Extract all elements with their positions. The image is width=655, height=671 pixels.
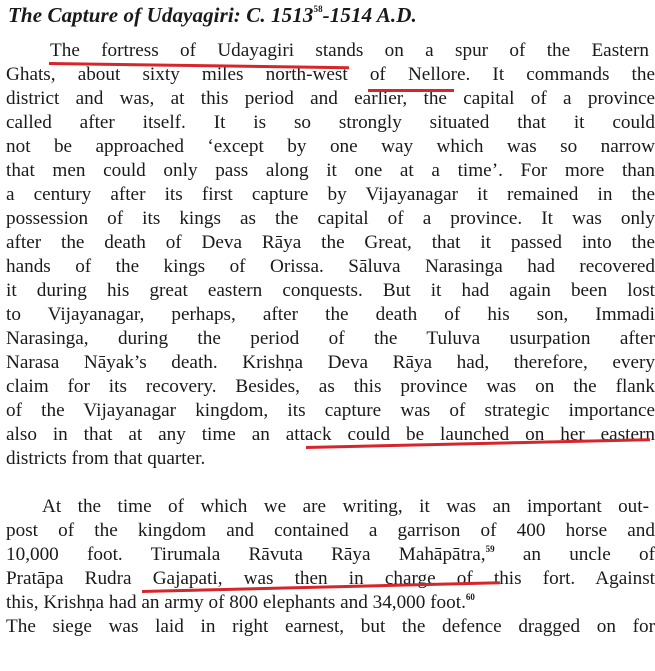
- text-segment: this, Krishṇa had an army of 800 elephants and 34,000 foot.: [6, 592, 466, 613]
- text-line: possession of its kings as the capital of a province. It was only: [6, 208, 655, 229]
- text-line: it during his great eastern conquests. But it had again been lost: [6, 280, 655, 301]
- text-line: The siege was laid in right earnest, but the defence dragged on for: [6, 616, 655, 637]
- text-line: hands of the kings of Orissa. Sāluva Narasinga had recovered: [6, 256, 655, 277]
- text-segment: 10,000 foot. Tirumala Rāvuta Rāya Mahāpātra,: [6, 544, 486, 565]
- heading-prefix: The Capture of Udayagiri: C. 1513: [8, 3, 314, 27]
- footnote-ref: 60: [465, 592, 475, 602]
- text-line: districts from that quarter.: [6, 448, 206, 469]
- text-segment: an uncle of: [494, 544, 655, 565]
- text-line: called after itself. It is so strongly situated that it could: [6, 112, 655, 133]
- text-line: Narasinga, during the period of the Tuluva usurpation after: [6, 328, 655, 349]
- text-line: after the death of Deva Rāya the Great, that it passed into the: [6, 232, 655, 253]
- text-line: that men could only pass along it one at a time’. For more than: [6, 160, 655, 181]
- text-line: a century after its first capture by Vijayanagar it remained in the: [6, 184, 655, 205]
- text-line: At the time of which we are writing, it was an important out-: [42, 496, 649, 517]
- text-line: also in that at any time an attack could be launched on her eastern: [6, 424, 655, 445]
- text-line: of the Vijayanagar kingdom, its capture was of strategic importance: [6, 400, 655, 421]
- text-line: not be approached ‘except by one way which was so narrow: [6, 136, 655, 157]
- text-line: Ghats, about sixty miles north-west of Nellore. It commands the: [6, 64, 655, 85]
- text-line: Pratāpa Rudra Gajapati, was then in charge of this fort. Against: [6, 568, 655, 589]
- text-line: district and was, at this period and earlier, the capital of a province: [6, 88, 655, 109]
- text-line: The fortress of Udayagiri stands on a spur of the Eastern: [50, 40, 649, 61]
- section-heading: [8, 3, 417, 28]
- footnote-ref: 59: [485, 544, 495, 554]
- heading-footnote-ref: 58: [313, 4, 323, 14]
- text-line: [6, 591, 475, 617]
- text-line: [6, 543, 655, 569]
- heading-suffix: -1514 A.D.: [322, 3, 417, 27]
- annotation-underline: [368, 89, 454, 92]
- text-line: Narasa Nāyak’s death. Krishṇa Deva Rāya had, therefore, every: [6, 352, 655, 373]
- text-line: post of the kingdom and contained a garrison of 400 horse and: [6, 520, 655, 541]
- text-line: to Vijayanagar, perhaps, after the death of his son, Immadi: [6, 304, 655, 325]
- text-line: claim for its recovery. Besides, as this province was on the flank: [6, 376, 655, 397]
